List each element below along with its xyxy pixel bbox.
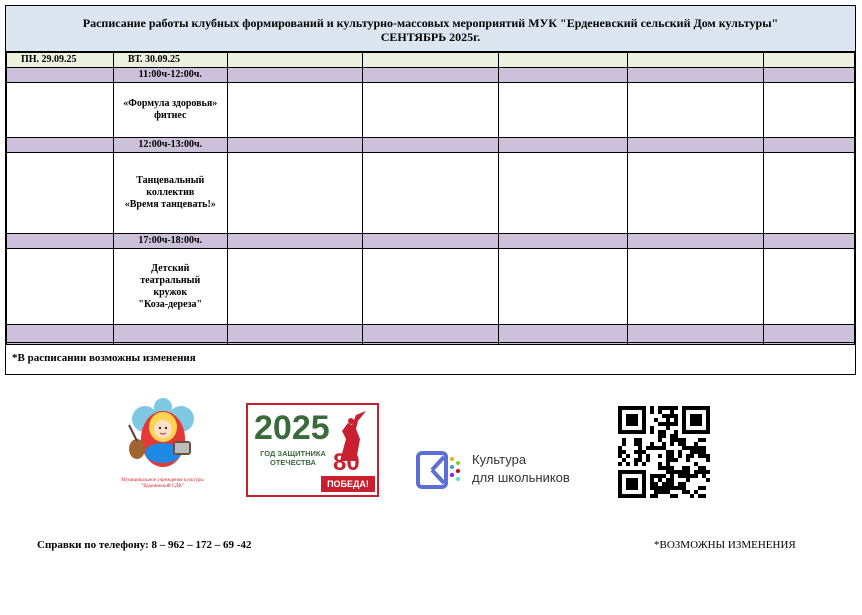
time-slot-label: 11:00ч-12:00ч. — [113, 68, 227, 83]
activity-cell-empty — [363, 83, 499, 138]
day-header-monday: ПН. 29.09.25 — [7, 53, 114, 68]
time-cell-empty — [498, 234, 627, 249]
footer-changes-note: *ВОЗМОЖНЫ ИЗМЕНЕНИЯ — [654, 539, 796, 551]
activity-line: «Время танцевать!» — [124, 199, 216, 210]
time-cell-empty — [227, 138, 363, 153]
activity-cell — [113, 153, 227, 234]
activity-cell-empty — [7, 83, 114, 138]
schedule-grid — [6, 52, 855, 345]
activity-cell-empty — [363, 249, 499, 325]
time-slot-label: 17:00ч-18:00ч. — [113, 234, 227, 249]
schedule-note: *В расписании возможны изменения — [6, 342, 855, 374]
activity-cell-empty — [7, 249, 114, 325]
schedule-title — [6, 6, 855, 52]
activity-cell-empty — [764, 153, 855, 234]
activity-cell — [113, 249, 227, 325]
activity-line: Детский — [151, 262, 190, 274]
activity-cell — [113, 83, 227, 138]
schedule-table-frame — [5, 5, 856, 375]
dk-emblem-caption — [115, 478, 210, 490]
activity-cell-empty — [498, 249, 627, 325]
activity-row — [7, 83, 855, 138]
dk-caption-line: "Ерденевский СДК" — [141, 484, 184, 489]
activity-row — [7, 153, 855, 234]
time-cell-empty — [627, 68, 764, 83]
day-header-empty — [227, 53, 363, 68]
time-cell-empty — [7, 68, 114, 83]
day-header-empty — [627, 53, 764, 68]
activity-cell-empty — [627, 83, 764, 138]
qr-code[interactable] — [618, 406, 710, 498]
activity-cell-empty — [227, 83, 363, 138]
time-cell-empty — [764, 68, 855, 83]
badge-line: ОТЕЧЕСТВА — [270, 458, 316, 467]
activity-cell-empty — [627, 153, 764, 234]
time-cell-empty — [764, 234, 855, 249]
day-header-tuesday: ВТ. 30.09.25 — [113, 53, 227, 68]
time-cell-empty — [363, 234, 499, 249]
activity-cell-empty — [764, 83, 855, 138]
schedule-title-line1: Расписание работы клубных формирований и культурно-массовых мероприятий МУК "Ерденевский сельский Дом культуры" — [82, 16, 779, 30]
time-row — [7, 68, 855, 83]
footer-phone: Справки по телефону: 8 – 962 – 172 – 69 -42 — [37, 539, 252, 551]
matryoshka-icon — [115, 397, 210, 471]
day-header-empty — [764, 53, 855, 68]
activity-cell-empty — [7, 153, 114, 234]
activity-row — [7, 249, 855, 325]
badge-text — [254, 449, 332, 467]
activity-line: коллектив — [146, 187, 195, 198]
activity-cell-empty — [498, 83, 627, 138]
time-cell-empty — [7, 138, 114, 153]
time-cell-empty — [498, 68, 627, 83]
kultura-logo — [416, 445, 601, 491]
day-header-row — [7, 53, 855, 68]
activity-line: "Коза-дереза" — [138, 298, 203, 310]
time-cell-empty — [764, 138, 855, 153]
day-header-empty — [498, 53, 627, 68]
badge-line: ГОД ЗАЩИТНИКА — [260, 449, 326, 458]
activity-line: фитнес — [154, 110, 187, 121]
activity-line: Танцевальный — [136, 175, 205, 186]
badge-year: 2025 — [254, 409, 330, 447]
time-cell-empty — [227, 68, 363, 83]
qr-code-icon — [618, 406, 710, 498]
activity-cell-empty — [764, 249, 855, 325]
activity-cell-empty — [363, 153, 499, 234]
kultura-text — [472, 451, 570, 487]
activity-cell-empty — [227, 249, 363, 325]
time-cell-empty — [363, 138, 499, 153]
dk-caption-line: Муниципальное учреждение культуры — [121, 478, 204, 483]
time-slot-label: 12:00ч-13:00ч. — [113, 138, 227, 153]
day-header-empty — [363, 53, 499, 68]
time-cell-empty — [627, 138, 764, 153]
time-row — [7, 234, 855, 249]
activity-line: кружок — [153, 286, 188, 298]
schedule-title-month: СЕНТЯБРЬ 2025г. — [380, 30, 481, 44]
time-cell-empty — [363, 68, 499, 83]
year-2025-badge-logo — [246, 403, 379, 497]
time-cell-empty — [7, 234, 114, 249]
kultura-line2: для школьников — [472, 470, 570, 485]
badge-label: ПОБЕДА! — [321, 476, 375, 492]
activity-cell-empty — [227, 153, 363, 234]
activity-line: театральный — [140, 274, 201, 286]
activity-cell-empty — [498, 153, 627, 234]
kultura-line1: Культура — [472, 452, 527, 467]
dk-emblem-logo — [115, 397, 210, 487]
kultura-k-icon — [416, 449, 466, 491]
activity-line: «Формула здоровья» — [123, 98, 218, 109]
time-cell-empty — [498, 138, 627, 153]
badge-number: 80 — [333, 449, 360, 476]
time-cell-empty — [627, 234, 764, 249]
time-row — [7, 138, 855, 153]
activity-cell-empty — [627, 249, 764, 325]
time-cell-empty — [227, 234, 363, 249]
